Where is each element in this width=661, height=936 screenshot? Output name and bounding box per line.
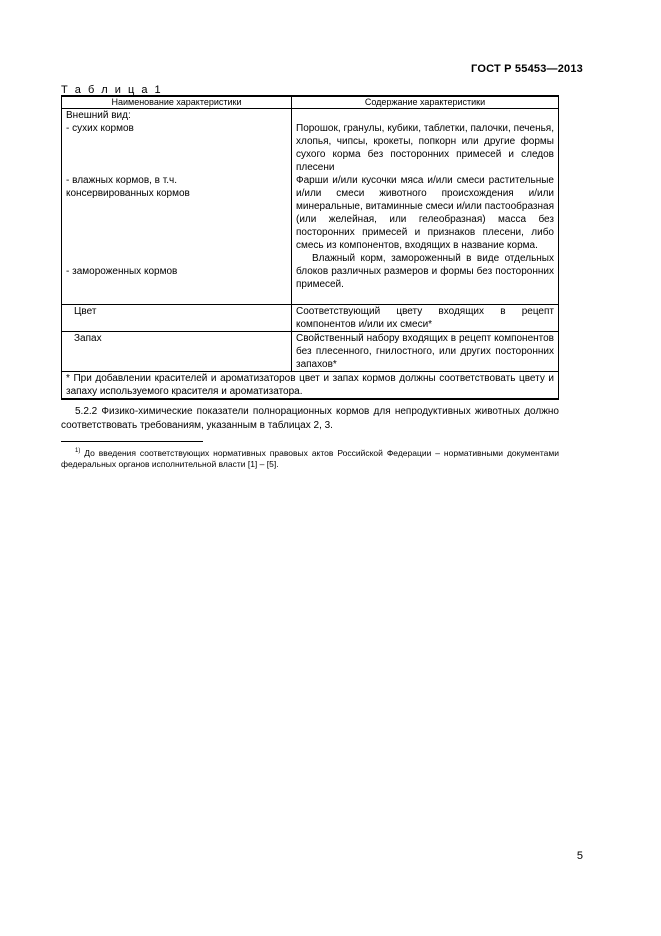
- appearance-value-cell: [292, 109, 559, 305]
- table-row-appearance: [62, 109, 559, 305]
- paragraph-5-2-2: 5.2.2 Физико-химические показатели полнорационных кормов для непродуктивных животных должно соответствовать требованиям, указанным в таблицах 2, 3.: [61, 406, 559, 431]
- appearance-title: Внешний вид:: [66, 110, 131, 121]
- footnote-indent: [61, 448, 75, 458]
- table-note: * При добавлении красителей и ароматизаторов цвет и запах кормов должны соответствовать цвету и запаху используемого красителя и ароматизатора.: [62, 372, 559, 400]
- column-header-content: Содержание характеристики: [292, 96, 559, 109]
- wet-feed-label-line-2: консервированных кормов: [66, 188, 190, 199]
- table-caption: Т а б л и ц а 1: [61, 84, 163, 96]
- table-row-color: [62, 305, 559, 332]
- spacer: [66, 278, 287, 304]
- footnote: [61, 446, 559, 470]
- frozen-feed-label: - замороженных кормов: [66, 266, 178, 277]
- frozen-feed-description: Влажный корм, замороженный в виде отдельных блоков различных размеров и формы без посторонних примесей.: [296, 253, 554, 290]
- wet-feed-label-line-1: - влажных кормов, в т.ч.: [66, 175, 178, 186]
- color-label: Цвет: [62, 305, 292, 332]
- table-row-smell: [62, 332, 559, 372]
- smell-label: Запах: [62, 332, 292, 372]
- dry-feed-description: Порошок, гранулы, кубики, таблетки, палочки, печенья, хлопья, чипсы, крокеты, попкорн или другие формы сухого корма без посторонних примесей и следов плесени: [296, 123, 554, 173]
- footnote-divider: [61, 441, 203, 442]
- body-paragraph: [61, 405, 559, 433]
- spacer: [66, 135, 287, 174]
- spacer: [66, 200, 287, 265]
- column-header-name: Наименование характеристики: [62, 96, 292, 109]
- appearance-label-cell: [62, 109, 292, 305]
- wet-feed-description: Фарши и/или кусочки мяса и/или смеси растительные и/или смеси животного происхождения и/или минеральные, витаминные смеси и/или пастообразная (или желейная, или гелеобразная) масса без посторонних примесей и признаков плесени, либо смесь из компонентов, входящих в название корма.: [296, 175, 554, 251]
- table-row-note: [62, 372, 559, 400]
- dry-feed-label: - сухих кормов: [66, 123, 134, 134]
- characteristics-table: [61, 95, 559, 400]
- document-code: ГОСТ Р 55453—2013: [471, 63, 583, 75]
- smell-description: Свойственный набору входящих в рецепт компонентов без плесенного, гнилостного, или других посторонних запахов*: [292, 332, 559, 372]
- footnote-text: До введения соответствующих нормативных правовых актов Российской Федерации – нормативными документами федеральных органов исполнительной власти [1] – [5].: [61, 447, 559, 469]
- page-number: 5: [576, 850, 583, 862]
- color-description: Соответствующий цвету входящих в рецепт компонентов и/или их смеси*: [292, 305, 559, 332]
- spacer: [296, 109, 554, 122]
- table-header-row: [62, 96, 559, 109]
- footnote-marker: 1): [75, 448, 81, 454]
